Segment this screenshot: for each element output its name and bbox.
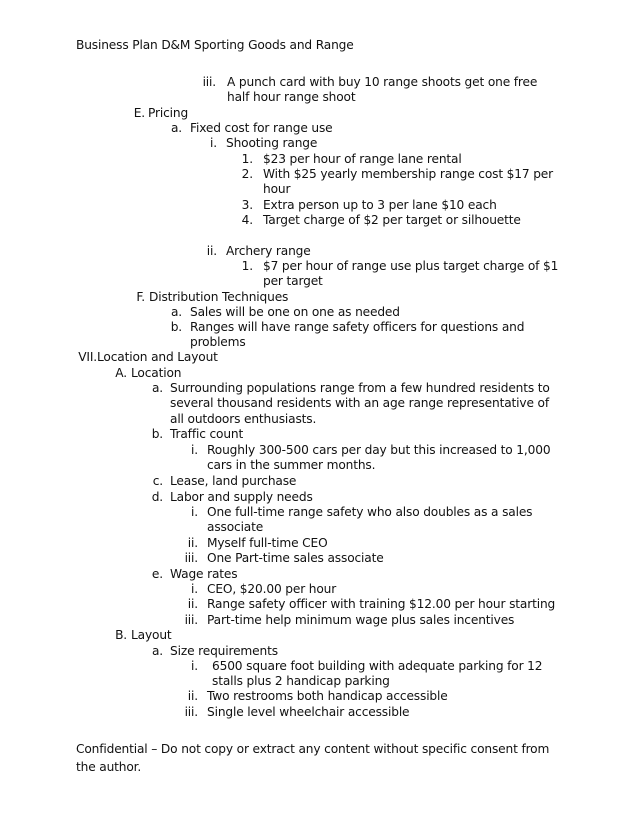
outline-text-line: hour — [263, 182, 291, 196]
outline-marker: 1. — [241, 152, 253, 166]
outline-text-line: Myself full-time CEO — [207, 536, 328, 550]
outline-marker: a. — [151, 644, 163, 658]
outline-marker: 3. — [241, 198, 253, 212]
outline-text-line: Surrounding populations range from a few hundred residents to — [170, 381, 550, 395]
outline-marker: i. — [191, 582, 198, 596]
outline-text-line: Size requirements — [170, 644, 278, 658]
outline-marker: e. — [151, 567, 163, 581]
outline-text-line: associate — [207, 520, 264, 534]
outline-marker: ii. — [187, 536, 198, 550]
outline-marker: 1. — [241, 259, 253, 273]
outline-marker: i. — [191, 505, 198, 519]
outline-text-line: CEO, $20.00 per hour — [207, 582, 337, 596]
outline-text-line: Distribution Techniques — [149, 290, 289, 304]
outline-text-line: A punch card with buy 10 range shoots get one free — [227, 75, 538, 89]
outline-text-line: Target charge of $2 per target or silhouette — [263, 213, 521, 227]
outline-marker: B. — [115, 628, 127, 642]
outline-text-line: Single level wheelchair accessible — [207, 705, 410, 719]
outline-marker: a. — [170, 305, 182, 319]
outline-text-line: half hour range shoot — [227, 90, 356, 104]
outline-text-line: Labor and supply needs — [170, 490, 313, 504]
outline-marker: d. — [151, 490, 163, 504]
outline-text-line: Roughly 300-500 cars per day but this increased to 1,000 — [207, 443, 551, 457]
outline-text-line: Two restrooms both handicap accessible — [207, 689, 448, 703]
outline-text-line: $23 per hour of range lane rental — [263, 152, 462, 166]
outline-marker: b. — [170, 320, 182, 334]
outline-marker: A. — [115, 366, 127, 380]
outline-text-line: problems — [190, 335, 246, 349]
outline-marker: a. — [170, 121, 182, 135]
outline-marker: b. — [151, 427, 163, 441]
outline-marker: ii. — [206, 244, 217, 258]
outline-text-line: all outdoors enthusiasts. — [170, 412, 317, 426]
outline-text-line: several thousand residents with an age range representative of — [170, 396, 549, 410]
outline-marker: i. — [210, 136, 217, 150]
outline-marker: iii. — [184, 705, 198, 719]
outline-text-line: Pricing — [148, 106, 189, 120]
outline-text-line: $7 per hour of range use plus target charge of $1 — [263, 259, 559, 273]
outline-marker: ii. — [187, 597, 198, 611]
outline-text-line: Sales will be one on one as needed — [190, 305, 400, 319]
footer-line: the author. — [76, 760, 142, 774]
outline-text-line: Part-time help minimum wage plus sales incentives — [207, 613, 515, 627]
outline-text-line: 6500 square foot building with adequate parking for 12 — [212, 659, 543, 673]
outline-marker: VII. — [78, 350, 97, 364]
outline-text-line: cars in the summer months. — [207, 458, 376, 472]
outline-marker: i. — [191, 443, 198, 457]
outline-text-line: Extra person up to 3 per lane $10 each — [263, 198, 497, 212]
outline-text-line: Shooting range — [226, 136, 318, 150]
footer-line: Confidential – Do not copy or extract any content without specific consent from — [76, 742, 550, 756]
outline-text-line: Lease, land purchase — [170, 474, 297, 488]
outline-marker: ii. — [187, 689, 198, 703]
outline-text-line: Wage rates — [170, 567, 238, 581]
page-header-title: Business Plan D&M Sporting Goods and Range — [76, 38, 354, 52]
outline-marker: a. — [151, 381, 163, 395]
outline-marker: 4. — [241, 213, 253, 227]
outline-text-line: Ranges will have range safety officers for questions and — [190, 320, 525, 334]
outline-marker: F. — [136, 290, 145, 304]
outline-marker: E. — [133, 106, 145, 120]
outline-text-line: Location and Layout — [97, 350, 218, 364]
outline-text-line: With $25 yearly membership range cost $17 per — [263, 167, 554, 181]
outline-marker: iii. — [184, 551, 198, 565]
outline-text-line: Layout — [131, 628, 172, 642]
outline-text-line: Fixed cost for range use — [190, 121, 333, 135]
outline-text-line: One Part-time sales associate — [207, 551, 384, 565]
outline-marker: c. — [152, 474, 163, 488]
outline-text-line: stalls plus 2 handicap parking — [212, 674, 390, 688]
outline-marker: iii. — [184, 613, 198, 627]
outline-marker: 2. — [241, 167, 253, 181]
outline-marker: iii. — [202, 75, 216, 89]
outline-text-line: Range safety officer with training $12.00 per hour starting — [207, 597, 556, 611]
outline-text-line: Archery range — [226, 244, 311, 258]
outline-text-line: One full-time range safety who also doubles as a sales — [207, 505, 533, 519]
outline-text-line: per target — [263, 274, 323, 288]
outline-text-line: Traffic count — [170, 427, 244, 441]
outline-text-line: Location — [131, 366, 182, 380]
outline-marker: i. — [191, 659, 198, 673]
